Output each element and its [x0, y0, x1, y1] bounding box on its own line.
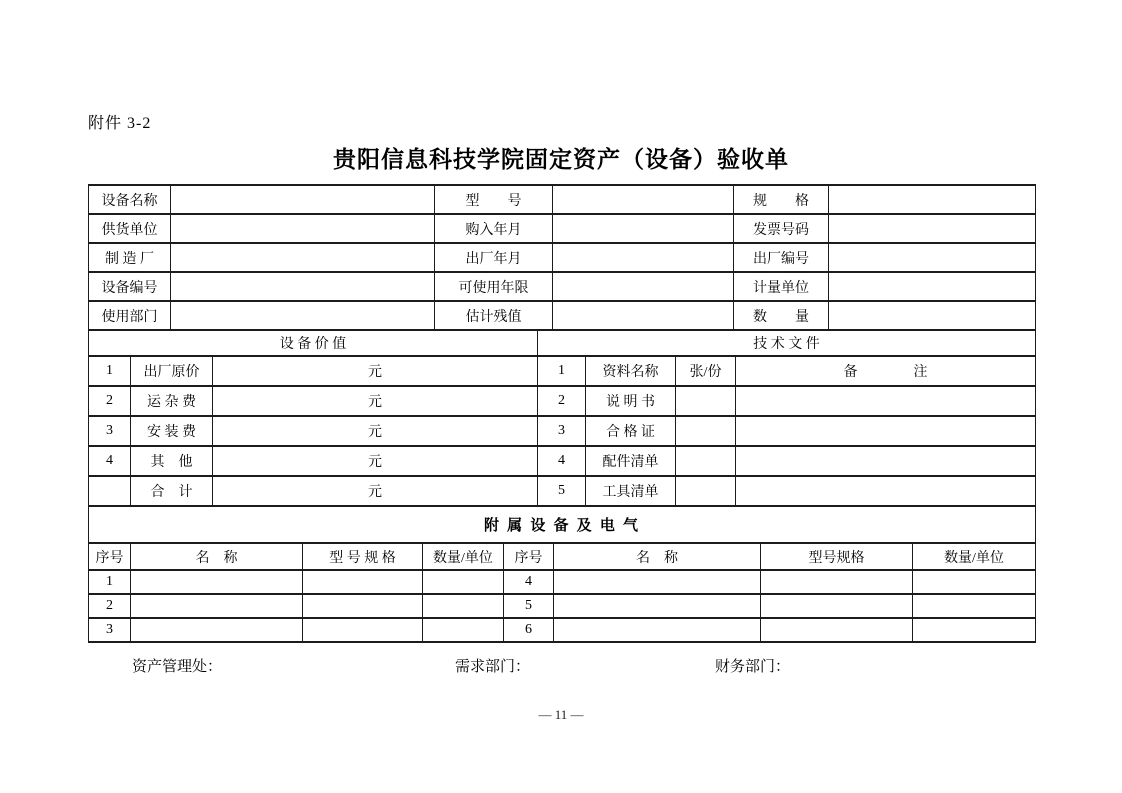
signature-request-dept: 需求部门： — [455, 659, 531, 675]
value-row-no — [89, 476, 131, 506]
input-qty — [913, 594, 1036, 618]
input-qty — [913, 570, 1036, 594]
seq-cell: 4 — [504, 570, 554, 594]
tech-row-no: 4 — [538, 446, 586, 476]
equipment-info-table — [88, 184, 1036, 331]
accessory-row-2-5 — [89, 594, 1036, 618]
accessory-column-header-row — [89, 543, 1036, 570]
input-model — [303, 594, 423, 618]
header-model-left: 型 号 规 格 — [303, 543, 423, 570]
label-purchase-date: 购入年月 — [435, 214, 553, 243]
value-row-other — [89, 446, 1036, 476]
label-factory-no: 出厂编号 — [734, 243, 829, 272]
section-header-row — [89, 330, 1036, 356]
header-name-right: 名 称 — [554, 543, 761, 570]
input-model — [761, 618, 913, 642]
input-name — [554, 594, 761, 618]
input-total-yuan: 元 — [213, 476, 538, 506]
attachment-label: 附件 3-2 — [88, 115, 152, 132]
input-freight-yuan: 元 — [213, 386, 538, 416]
label-invoice-no: 发票号码 — [734, 214, 829, 243]
input-installation-yuan: 元 — [213, 416, 538, 446]
input-supplier — [171, 214, 435, 243]
label-residual-value: 估计残值 — [435, 301, 553, 330]
tech-row-no: 2 — [538, 386, 586, 416]
label-manufacturer: 制 造 厂 — [89, 243, 171, 272]
label-service-life: 可使用年限 — [435, 272, 553, 301]
acceptance-form — [88, 184, 1035, 643]
label-measure-unit: 计量单位 — [734, 272, 829, 301]
input-accessory-list-qty — [676, 446, 736, 476]
input-quantity — [829, 301, 1036, 330]
accessory-table — [88, 505, 1036, 643]
input-service-life — [553, 272, 734, 301]
header-doc-qty: 张/份 — [676, 356, 736, 386]
input-qty — [423, 570, 504, 594]
tech-row-no: 3 — [538, 416, 586, 446]
input-name — [554, 570, 761, 594]
page-number: — 11 — — [538, 707, 584, 722]
input-purchase-date — [553, 214, 734, 243]
seq-cell: 5 — [504, 594, 554, 618]
tech-row-no: 1 — [538, 356, 586, 386]
input-factory-price-yuan: 元 — [213, 356, 538, 386]
header-doc-name: 资料名称 — [586, 356, 676, 386]
header-seq-left: 序号 — [89, 543, 131, 570]
label-tool-list: 工具清单 — [586, 476, 676, 506]
value-row-installation — [89, 416, 1036, 446]
value-and-techdoc-table — [88, 329, 1036, 507]
input-residual-value — [553, 301, 734, 330]
seq-cell: 6 — [504, 618, 554, 642]
input-accessory-list-remark — [736, 446, 1036, 476]
input-spec — [829, 185, 1036, 214]
input-manufacturer — [171, 243, 435, 272]
input-name — [131, 594, 303, 618]
header-qty-right: 数量/单位 — [913, 543, 1036, 570]
input-device-name — [171, 185, 435, 214]
label-total: 合 计 — [131, 476, 213, 506]
info-row-supplier — [89, 214, 1036, 243]
document-title: 贵阳信息科技学院固定资产（设备）验收单 — [333, 146, 789, 172]
header-qty-left: 数量/单位 — [423, 543, 504, 570]
signature-finance-dept: 财务部门： — [715, 659, 791, 675]
label-other: 其 他 — [131, 446, 213, 476]
label-factory-price: 出厂原价 — [131, 356, 213, 386]
accessory-section-header-row — [89, 506, 1036, 543]
label-certificate: 合 格 证 — [586, 416, 676, 446]
value-row-no: 4 — [89, 446, 131, 476]
label-installation: 安 装 费 — [131, 416, 213, 446]
label-spec: 规 格 — [734, 185, 829, 214]
label-accessory-list: 配件清单 — [586, 446, 676, 476]
accessory-section-title: 附 属 设 备 及 电 气 — [89, 506, 1036, 543]
input-name — [131, 618, 303, 642]
label-manual: 说 明 书 — [586, 386, 676, 416]
value-row-total — [89, 476, 1036, 506]
input-model — [303, 570, 423, 594]
input-certificate-remark — [736, 416, 1036, 446]
signature-asset-office: 资产管理处： — [132, 659, 223, 675]
info-row-device-no — [89, 272, 1036, 301]
label-using-dept: 使用部门 — [89, 301, 171, 330]
info-row-using-dept — [89, 301, 1036, 330]
value-section-title: 设 备 价 值 — [89, 330, 538, 356]
input-qty — [423, 594, 504, 618]
input-name — [554, 618, 761, 642]
seq-cell: 2 — [89, 594, 131, 618]
info-row-manufacturer — [89, 243, 1036, 272]
value-row-no: 2 — [89, 386, 131, 416]
input-other-yuan: 元 — [213, 446, 538, 476]
tech-section-title: 技 术 文 件 — [538, 330, 1036, 356]
accessory-row-1-4 — [89, 570, 1036, 594]
input-manual-remark — [736, 386, 1036, 416]
input-tool-list-qty — [676, 476, 736, 506]
header-model-right: 型号规格 — [761, 543, 913, 570]
input-manual-qty — [676, 386, 736, 416]
seq-cell: 1 — [89, 570, 131, 594]
accessory-row-3-6 — [89, 618, 1036, 642]
header-seq-right: 序号 — [504, 543, 554, 570]
label-device-no: 设备编号 — [89, 272, 171, 301]
input-name — [131, 570, 303, 594]
value-row-no: 1 — [89, 356, 131, 386]
label-freight: 运 杂 费 — [131, 386, 213, 416]
input-model — [761, 594, 913, 618]
input-model — [761, 570, 913, 594]
input-model — [553, 185, 734, 214]
input-qty — [423, 618, 504, 642]
input-qty — [913, 618, 1036, 642]
input-model — [303, 618, 423, 642]
label-factory-date: 出厂年月 — [435, 243, 553, 272]
input-factory-no — [829, 243, 1036, 272]
input-invoice-no — [829, 214, 1036, 243]
tech-row-no: 5 — [538, 476, 586, 506]
input-device-no — [171, 272, 435, 301]
header-doc-remark: 备 注 — [736, 356, 1036, 386]
header-name-left: 名 称 — [131, 543, 303, 570]
label-supplier: 供货单位 — [89, 214, 171, 243]
input-tool-list-remark — [736, 476, 1036, 506]
input-measure-unit — [829, 272, 1036, 301]
info-row-device-name — [89, 185, 1036, 214]
value-row-freight — [89, 386, 1036, 416]
label-quantity: 数 量 — [734, 301, 829, 330]
seq-cell: 3 — [89, 618, 131, 642]
label-device-name: 设备名称 — [89, 185, 171, 214]
value-row-factory-price — [89, 356, 1036, 386]
input-factory-date — [553, 243, 734, 272]
label-model: 型 号 — [435, 185, 553, 214]
input-using-dept — [171, 301, 435, 330]
value-row-no: 3 — [89, 416, 131, 446]
input-certificate-qty — [676, 416, 736, 446]
